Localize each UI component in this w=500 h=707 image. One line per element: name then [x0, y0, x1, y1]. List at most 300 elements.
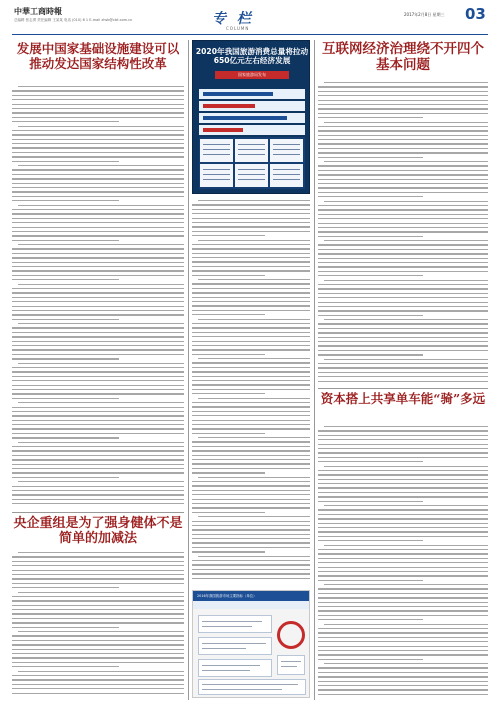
infographic-box: [277, 655, 305, 675]
text-line: [12, 266, 184, 267]
text-line: [192, 349, 310, 350]
text-line: [192, 573, 310, 574]
article-body-middle: [192, 200, 310, 584]
text-line: [12, 99, 184, 100]
text-line: [318, 628, 488, 629]
text-line: [12, 341, 184, 342]
text-line: [12, 275, 184, 276]
text-line: [318, 130, 488, 131]
text-line: [198, 200, 310, 201]
text-line: [318, 593, 488, 594]
text-line: [318, 435, 488, 436]
text-line: [12, 420, 184, 421]
text-line: [318, 571, 488, 572]
text-line: [318, 536, 488, 537]
text-line: [12, 270, 184, 271]
text-line: [12, 635, 184, 636]
text-line: [192, 389, 310, 390]
text-line: [198, 556, 310, 557]
text-line: [12, 486, 184, 487]
text-line: [318, 187, 488, 188]
text-line: [12, 450, 184, 451]
poster-info-grid: [199, 137, 305, 189]
text-line: [18, 165, 184, 166]
text-line: [12, 314, 184, 315]
text-line: [192, 376, 310, 377]
text-line: [192, 314, 265, 315]
text-line: [12, 622, 184, 623]
text-line: [192, 499, 310, 500]
text-line: [324, 161, 488, 162]
text-line: [12, 367, 184, 368]
text-line: [318, 602, 488, 603]
text-line: [12, 464, 184, 465]
text-line: [318, 113, 488, 114]
text-line: [192, 288, 310, 289]
text-line: [318, 610, 488, 611]
text-line: [12, 174, 184, 175]
text-line: [192, 297, 310, 298]
text-line: [12, 415, 184, 416]
text-line: [12, 156, 184, 157]
text-line: [12, 679, 184, 680]
text-line: [318, 632, 488, 633]
article-body-left-bottom: [12, 552, 184, 700]
tourism-infographic[interactable]: [192, 590, 310, 698]
text-line: [12, 301, 184, 302]
text-line: [12, 169, 184, 170]
text-line: [318, 293, 488, 294]
text-line: [192, 380, 310, 381]
text-line: [198, 437, 310, 438]
text-line: [324, 505, 488, 506]
text-line: [318, 483, 488, 484]
text-line: [12, 640, 184, 641]
text-line: [198, 279, 310, 280]
text-line: [192, 450, 310, 451]
text-line: [318, 531, 488, 532]
text-line: [324, 426, 488, 427]
text-line: [12, 596, 184, 597]
infographic-box: [198, 615, 272, 633]
column-separator: [188, 40, 189, 700]
text-line: [12, 574, 184, 575]
text-line: [192, 310, 310, 311]
text-line: [318, 152, 488, 153]
text-line: [12, 288, 184, 289]
text-line: [318, 363, 488, 364]
text-line: [12, 134, 184, 135]
text-line: [12, 235, 184, 236]
article-headline-infrastructure[interactable]: 发展中国家基础设施建设可以推动发达国家结构性改革: [16, 41, 180, 71]
section-separator: [12, 512, 184, 513]
text-line: [318, 157, 423, 158]
text-line: [318, 288, 488, 289]
text-line: [318, 527, 488, 528]
text-line: [192, 507, 310, 508]
text-line: [12, 319, 119, 320]
text-line: [318, 685, 488, 686]
text-line: [318, 302, 488, 303]
infographic-ring-chart: [277, 621, 305, 649]
masthead-editor-line: 总编辑 张志勇 责任编辑 王某某 电话 (010) 6 1 E-mail zhsb@cbt.com.cn: [14, 18, 133, 22]
text-line: [318, 275, 423, 276]
text-line: [198, 516, 310, 517]
text-line: [318, 139, 488, 140]
text-line: [192, 327, 310, 328]
text-line: [318, 262, 488, 263]
text-line: [18, 205, 184, 206]
text-line: [12, 231, 184, 232]
text-line: [192, 244, 310, 245]
text-line: [318, 452, 488, 453]
text-line: [192, 341, 310, 342]
text-line: [12, 327, 184, 328]
article-body-left-top: [12, 86, 184, 510]
text-line: [318, 479, 488, 480]
text-line: [318, 209, 488, 210]
text-line: [318, 135, 488, 136]
text-line: [12, 587, 119, 588]
text-line: [12, 139, 184, 140]
text-line: [192, 270, 310, 271]
text-line: [12, 605, 184, 606]
text-line: [12, 178, 184, 179]
text-line: [12, 196, 184, 197]
text-line: [18, 592, 184, 593]
text-line: [12, 494, 184, 495]
text-line: [192, 459, 310, 460]
poster-bar-row: [199, 113, 305, 123]
text-line: [12, 600, 184, 601]
text-line: [12, 117, 184, 118]
text-line: [318, 444, 488, 445]
poster-bar-row: [199, 89, 305, 99]
text-line: [12, 437, 119, 438]
text-line: [318, 95, 488, 96]
text-line: [318, 523, 488, 524]
text-line: [192, 485, 310, 486]
text-line: [192, 446, 310, 447]
text-line: [318, 562, 488, 563]
text-line: [192, 384, 310, 385]
text-line: [318, 223, 488, 224]
text-line: [318, 659, 423, 660]
text-line: [192, 564, 310, 565]
page-number: 03: [465, 5, 486, 23]
text-line: [12, 627, 119, 628]
text-line: [192, 420, 310, 421]
text-line: [12, 446, 184, 447]
text-line: [198, 477, 310, 478]
text-line: [12, 684, 184, 685]
text-line: [12, 561, 184, 562]
text-line: [12, 389, 184, 390]
text-line: [12, 653, 184, 654]
text-line: [192, 512, 265, 513]
text-line: [318, 567, 488, 568]
text-line: [318, 641, 488, 642]
text-line: [318, 580, 423, 581]
text-line: [318, 439, 488, 440]
text-line: [318, 179, 488, 180]
text-line: [318, 619, 423, 620]
text-line: [318, 337, 488, 338]
text-line: [12, 218, 184, 219]
article-headline-bike-sharing[interactable]: 资本搭上共享单车能“骑”多远: [320, 391, 486, 406]
text-line: [318, 354, 423, 355]
text-line: [192, 406, 310, 407]
text-line: [12, 297, 184, 298]
text-line: [12, 248, 184, 249]
text-line: [324, 545, 488, 546]
text-line: [12, 472, 184, 473]
text-line: [318, 244, 488, 245]
text-line: [12, 104, 184, 105]
infographic-subheader: [193, 601, 310, 609]
text-line: [12, 191, 184, 192]
text-line: [12, 407, 184, 408]
text-line: [318, 575, 488, 576]
text-line: [12, 108, 184, 109]
text-line: [192, 481, 310, 482]
text-line: [192, 222, 310, 223]
text-line: [192, 336, 310, 337]
text-line: [12, 503, 184, 504]
article-headline-soe-restructuring[interactable]: 央企重组是为了强身健体不是简单的加减法: [13, 516, 183, 547]
text-line: [318, 667, 488, 668]
text-line: [12, 279, 119, 280]
text-line: [324, 359, 488, 360]
issue-date: 2017年2月8日 星期三: [404, 12, 445, 17]
text-line: [192, 560, 310, 561]
text-line: [198, 398, 310, 399]
text-line: [324, 663, 488, 664]
text-line: [12, 336, 184, 337]
text-line: [192, 547, 310, 548]
text-line: [192, 345, 310, 346]
text-line: [12, 306, 184, 307]
column-name-english: COLUMN: [226, 26, 250, 31]
text-line: [192, 542, 310, 543]
text-line: [318, 108, 488, 109]
text-line: [12, 477, 119, 478]
text-line: [318, 218, 488, 219]
text-line: [318, 345, 488, 346]
text-line: [318, 249, 488, 250]
text-line: [12, 556, 184, 557]
text-line: [198, 240, 310, 241]
text-line: [12, 428, 184, 429]
text-line: [12, 613, 184, 614]
text-line: [12, 609, 184, 610]
text-line: [318, 606, 488, 607]
text-line: [18, 442, 184, 443]
text-line: [318, 91, 488, 92]
infographic-box: [198, 679, 306, 695]
text-line: [318, 341, 488, 342]
text-line: [192, 411, 310, 412]
text-line: [318, 654, 488, 655]
text-line: [318, 681, 488, 682]
text-line: [12, 143, 184, 144]
text-line: [18, 552, 184, 553]
text-line: [12, 565, 184, 566]
text-line: [318, 553, 488, 554]
text-line: [192, 371, 310, 372]
text-line: [12, 644, 184, 645]
text-line: [192, 283, 310, 284]
text-line: [12, 583, 184, 584]
text-line: [192, 292, 310, 293]
text-line: [318, 650, 488, 651]
text-line: [318, 501, 423, 502]
article-headline-internet-governance[interactable]: 互联网经济治理绕不开四个基本问题: [322, 41, 484, 73]
text-line: [18, 402, 184, 403]
header-rule: [12, 34, 488, 35]
text-line: [192, 534, 310, 535]
text-line: [12, 433, 184, 434]
text-line: [324, 240, 488, 241]
poster-bar-row: [199, 125, 305, 135]
text-line: [318, 518, 488, 519]
text-line: [192, 218, 310, 219]
text-line: [192, 354, 265, 355]
text-line: [318, 174, 488, 175]
text-line: [18, 631, 184, 632]
text-line: [12, 649, 184, 650]
text-line: [192, 521, 310, 522]
text-line: [318, 350, 488, 351]
text-line: [12, 354, 184, 355]
text-line: [12, 183, 184, 184]
column-separator: [314, 40, 315, 700]
text-line: [12, 688, 184, 689]
text-line: [318, 271, 488, 272]
text-line: [192, 402, 310, 403]
text-line: [12, 371, 184, 372]
text-line: [318, 86, 488, 87]
text-line: [18, 671, 184, 672]
text-line: [12, 332, 184, 333]
text-line: [192, 235, 265, 236]
text-line: [12, 262, 184, 263]
text-line: [318, 457, 488, 458]
text-line: [12, 253, 184, 254]
text-line: [192, 305, 310, 306]
text-line: [318, 196, 423, 197]
text-line: [318, 676, 488, 677]
text-line: [324, 319, 488, 320]
text-line: [12, 578, 184, 579]
text-line: [318, 126, 488, 127]
text-line: [192, 231, 310, 232]
text-line: [12, 161, 119, 162]
text-line: [192, 455, 310, 456]
text-line: [318, 253, 488, 254]
text-line: [18, 363, 184, 364]
text-line: [12, 147, 184, 148]
text-line: [318, 227, 488, 228]
text-line: [12, 662, 184, 663]
text-line: [324, 624, 488, 625]
text-line: [12, 90, 184, 91]
text-line: [12, 121, 119, 122]
text-line: [18, 86, 184, 87]
text-line: [192, 248, 310, 249]
text-line: [192, 424, 310, 425]
text-line: [318, 205, 488, 206]
text-line: [318, 540, 423, 541]
text-line: [192, 551, 265, 552]
text-line: [318, 143, 488, 144]
text-line: [318, 367, 488, 368]
section-separator: [318, 388, 488, 389]
text-line: [192, 257, 310, 258]
text-line: [12, 490, 184, 491]
article-body-right-bottom: [318, 426, 488, 700]
text-line: [318, 183, 488, 184]
text-line: [318, 284, 488, 285]
text-line: [12, 666, 119, 667]
text-line: [318, 266, 488, 267]
text-line: [12, 380, 184, 381]
text-line: [12, 292, 184, 293]
infographic-box: [198, 659, 272, 677]
poster-bar-row: [199, 101, 305, 111]
text-line: [318, 487, 488, 488]
text-line: [318, 496, 488, 497]
text-line: [18, 244, 184, 245]
text-line: [192, 213, 310, 214]
text-line: [12, 398, 119, 399]
text-line: [192, 525, 310, 526]
text-line: [12, 657, 184, 658]
text-line: [12, 222, 184, 223]
text-line: [324, 280, 488, 281]
text-line: [318, 381, 488, 382]
tourism-poster[interactable]: [192, 40, 310, 194]
text-line: [324, 584, 488, 585]
text-line: [12, 618, 184, 619]
text-line: [12, 349, 184, 350]
text-line: [12, 675, 184, 676]
text-line: [318, 558, 488, 559]
text-line: [12, 411, 184, 412]
text-line: [318, 214, 488, 215]
text-line: [12, 209, 184, 210]
text-line: [318, 328, 488, 329]
text-line: [192, 472, 265, 473]
text-line: [324, 122, 488, 123]
text-line: [318, 637, 488, 638]
text-line: [192, 266, 310, 267]
text-line: [192, 529, 310, 530]
text-line: [12, 693, 184, 694]
text-line: [12, 227, 184, 228]
text-line: [318, 492, 488, 493]
text-line: [12, 499, 184, 500]
text-line: [318, 100, 488, 101]
text-line: [318, 323, 488, 324]
column-name: 专 栏: [212, 11, 254, 27]
poster-subtitle: 国家旅游局发布: [215, 71, 289, 79]
text-line: [192, 209, 310, 210]
text-line: [318, 461, 423, 462]
text-line: [318, 372, 488, 373]
text-line: [318, 694, 488, 695]
text-line: [318, 236, 423, 237]
